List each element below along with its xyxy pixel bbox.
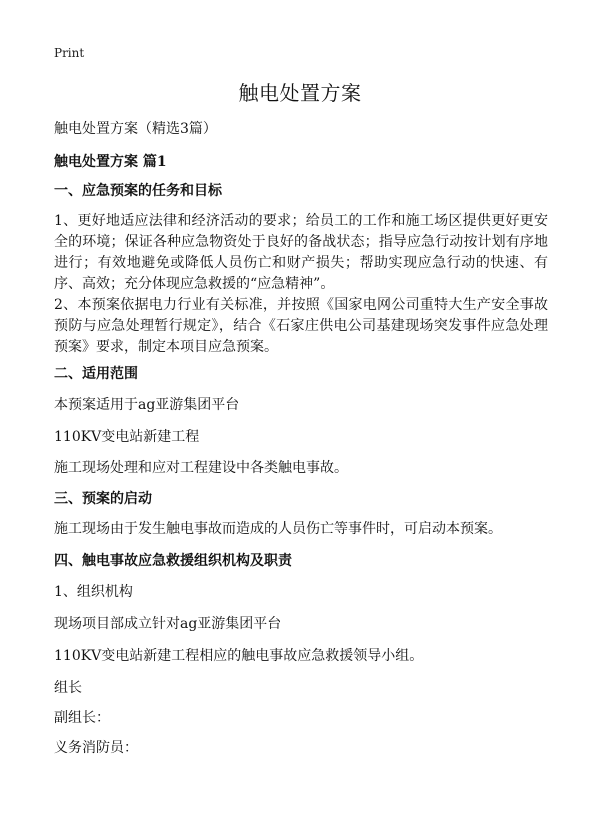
organization-line-3: 110KV变电站新建工程相应的触电事故应急救援领导小组。 <box>54 648 424 664</box>
organization-line-1: 1、组织机构 <box>54 584 133 600</box>
activation-line-1: 施工现场由于发生触电事故而造成的人员伤亡等事件时，可启动本预案。 <box>54 521 502 537</box>
page-title: 触电处置方案 <box>238 81 362 105</box>
organization-line-leader: 组长 <box>54 680 82 696</box>
section-heading-activation: 三、预案的启动 <box>54 491 152 507</box>
organization-line-2: 现场项目部成立针对ag亚游集团平台 <box>54 616 282 632</box>
scope-line-2: 110KV变电站新建工程 <box>54 429 200 445</box>
article-heading: 触电处置方案 篇1 <box>54 154 167 170</box>
paragraph-tasks-2: 2、本预案依据电力行业有关标准，并按照《国家电网公司重特大生产安全事故预防与应急处理暂行规定》，结合《石家庄供电公司基建现场突发事件应急处理预案》要求，制定本项目应急预案。 <box>54 297 548 355</box>
section-heading-tasks: 一、应急预案的任务和目标 <box>54 183 222 199</box>
print-label: Print <box>54 46 85 60</box>
organization-line-firefighters: 义务消防员： <box>54 740 138 756</box>
section-heading-scope: 二、适用范围 <box>54 366 138 382</box>
organization-line-deputy: 副组长： <box>54 710 110 726</box>
scope-line-3: 施工现场处理和应对工程建设中各类触电事故。 <box>54 460 348 476</box>
document-subtitle: 触电处置方案（精选3篇） <box>54 121 217 137</box>
scope-line-1: 本预案适用于ag亚游集团平台 <box>54 397 240 413</box>
section-heading-organization: 四、触电事故应急救援组织机构及职责 <box>54 553 292 569</box>
paragraph-tasks-1: 1、更好地适应法律和经济活动的要求；给员工的工作和施工场区提供更好更安全的环境；保证各种应急物资处于良好的备战状态；指导应急行动按计划有序地进行；有效地避免或降低人员伤亡和财产损失；帮助实现应急行动的快速、有序、高效；充分体现应急救援的“应急精神”。 <box>54 213 548 292</box>
